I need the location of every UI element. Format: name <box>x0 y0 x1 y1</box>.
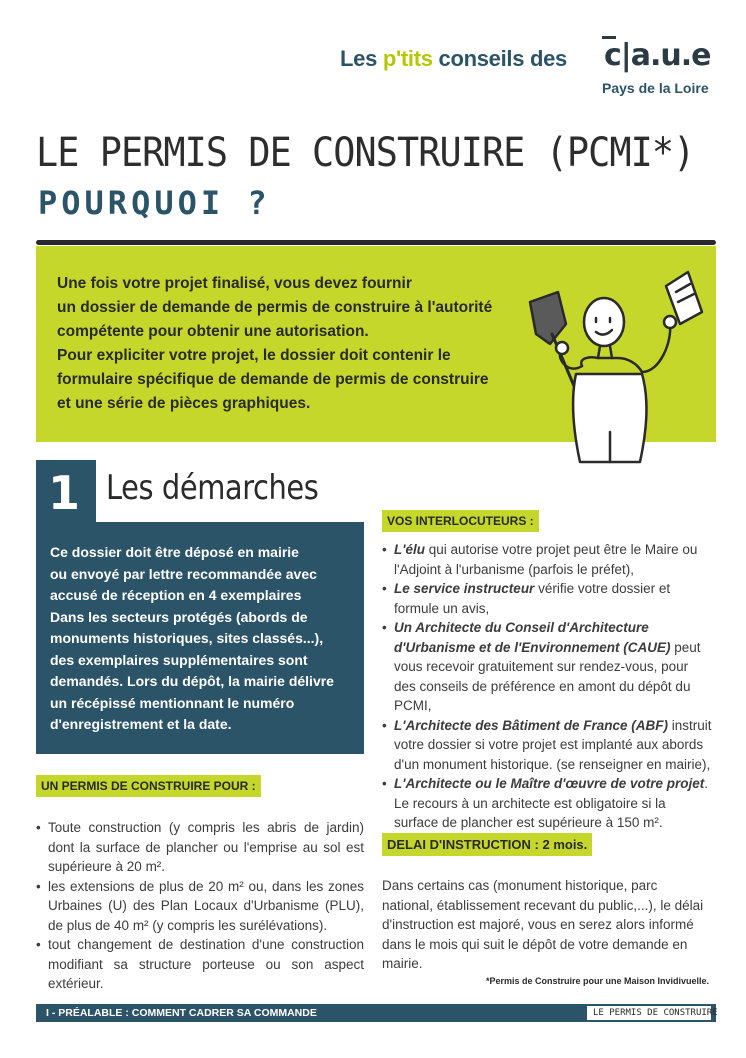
intro-line: formulaire spécifique de demande de permis de construire <box>57 371 489 388</box>
list-item <box>382 774 712 833</box>
list-item <box>382 540 712 579</box>
item-lead: L'élu <box>394 542 425 557</box>
section-line: ou envoyé par lettre recommandée avec <box>50 565 317 582</box>
interlocuteurs-label: VOS INTERLOCUTEURS : <box>382 510 539 532</box>
item-text: . Le recours à un architecte est obligatoire si la surface de plancher est supérieure à 150 m². <box>394 776 708 830</box>
intro-line: Une fois votre projet finalisé, vous devez fournir <box>57 275 412 292</box>
brand-highlight: p'tits <box>382 46 433 71</box>
delai-label: DELAI D'INSTRUCTION : 2 mois. <box>382 833 592 856</box>
delai-text: Dans certains cas (monument historique, parc national, établissement recevant du public,...), le délai d'instruction est majoré, vous en serez alors informé dans le mois qui suit le dépôt de votre demande en mairie. <box>382 878 704 971</box>
section-line: demandés. Lors du dépôt, la mairie délivre <box>50 673 334 689</box>
footer-document-label <box>586 1005 718 1021</box>
intro-line: compétente pour obtenir une autorisation. <box>57 323 369 340</box>
item-lead: Le service instructeur <box>394 581 535 596</box>
section-line: un récépissé mentionnant le numéro <box>50 694 295 711</box>
section-text <box>50 542 360 736</box>
header-brand <box>340 38 720 108</box>
section-line: des exemplaires supplémentaires sont <box>50 651 308 668</box>
page-subtitle: POURQUOI ? <box>38 184 271 222</box>
list-item <box>382 579 712 618</box>
item-text: qui autorise votre projet peut être le Maire ou l'Adjoint à l'urbanisme (parfois le préfet), <box>394 542 698 577</box>
intro-text <box>57 272 517 416</box>
footer-section-label: I - PRÉALABLE : COMMENT CADRER SA COMMANDE <box>46 1007 317 1019</box>
section-line: Ce dossier doit être déposé en mairie <box>50 544 299 560</box>
intro-line: un dossier de demande de permis de construire à l'autorité <box>57 299 493 316</box>
footer-document-text: LE PERMIS DE CONSTRUIRE <box>593 1008 718 1018</box>
item-lead: Un Architecte du Conseil d'Architecture d'Urbanisme et de l'Environnement (CAUE) <box>394 620 671 655</box>
section-line: monuments historiques, sites classés...), <box>50 630 324 646</box>
list-item: • les extensions de plus de 20 m² ou, dans les zones Urbaines (U) des Plan Locaux d'Urbanisme (PLU), de plus de 40 m² (y compris les surélévations). <box>36 877 364 936</box>
item-text: peut vous recevoir gratuitement sur rendez-vous, pour des conseils de préférence en amont du dépôt du PCMI, <box>394 639 701 713</box>
section-line: accusé de réception en 4 exemplaires <box>50 587 302 603</box>
list-item <box>382 618 712 716</box>
intro-line: et une série de pièces graphiques. <box>57 395 311 412</box>
section-line: Dans les secteurs protégés (abords de <box>50 608 308 625</box>
interlocuteurs-list <box>382 540 712 833</box>
permis-list <box>36 818 364 994</box>
permis-label: UN PERMIS DE CONSTRUIRE POUR : <box>36 775 261 797</box>
region-label: Pays de la Loire <box>602 80 709 96</box>
character-illustration <box>500 262 710 482</box>
item-text: instruit votre dossier si votre projet est implanté aux abords d'un monument historique. (se renseigner en mairie), <box>394 717 712 772</box>
list-item: • Toute construction (y compris les abris de jardin) dont la surface de plancher ou l'emprise au sol est supérieure à 20 m². <box>36 818 364 877</box>
section-line: d'enregistrement et la date. <box>50 716 232 732</box>
divider-line <box>36 240 716 245</box>
intro-line: Pour expliciter votre projet, le dossier doit contenir le <box>57 347 451 364</box>
footnote: *Permis de Construire pour une Maison Invidivuelle. <box>486 976 710 986</box>
list-item: • tout changement de destination d'une construction modifiant sa structure porteuse ou son aspect extérieur. <box>36 935 364 994</box>
caue-logo: c|a.u.e <box>604 38 711 73</box>
item-text: vérifie votre dossier et formule un avis, <box>394 581 671 616</box>
item-lead: L'Architecte des Bâtiment de France (ABF) <box>394 717 669 733</box>
section-title: Les démarches <box>106 468 319 508</box>
list-item <box>382 716 712 775</box>
page-title: LE PERMIS DE CONSTRUIRE (PCMI*) <box>36 130 695 176</box>
section-number: 1 <box>48 466 81 520</box>
item-lead: L'Architecte ou le Maître d'œuvre de votre projet <box>394 776 705 791</box>
brand-tagline: Les p'tits conseils des <box>340 46 567 71</box>
